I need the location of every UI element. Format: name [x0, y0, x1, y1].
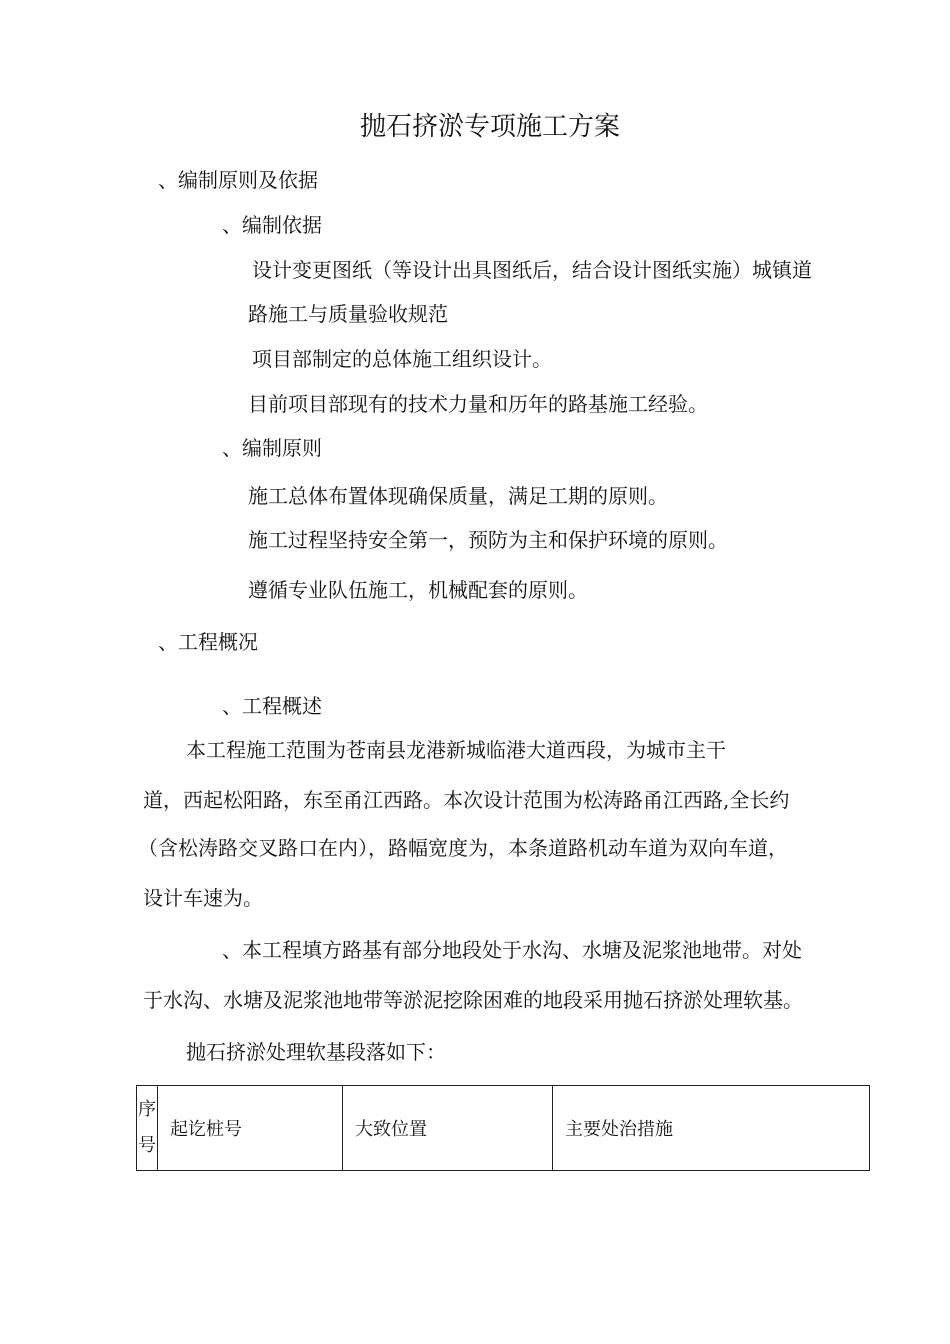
paragraph-line: 路施工与质量验收规范	[248, 302, 448, 326]
paragraph-line: 施工总体布置体现确保质量，满足工期的原则。	[248, 484, 668, 508]
paragraph-line: 设计变更图纸（等设计出具图纸后，结合设计图纸实施）城镇道	[252, 258, 812, 282]
paragraph-line: 本工程施工范围为苍南县龙港新城临港大道西段，为城市主干	[186, 738, 726, 762]
paragraph-line: 抛石挤淤处理软基段落如下：	[186, 1040, 446, 1064]
paragraph-line: 设计车速为。	[143, 886, 263, 910]
paragraph-line: （含松涛路交叉路口在内），路幅宽度为，本条道路机动车道为双向车道，	[138, 836, 788, 860]
table-header-cell: 主要处治措施	[553, 1086, 870, 1171]
table-header-cell: 起讫桩号	[158, 1086, 343, 1171]
section-heading: 、编制原则及依据	[158, 168, 318, 192]
segment-table	[136, 1085, 870, 1171]
paragraph-line: 目前项目部现有的技术力量和历年的路基施工经验。	[248, 392, 708, 416]
table-header-cell: 序号	[137, 1086, 158, 1171]
subsection-heading: 、工程概述	[222, 694, 322, 718]
paragraph-line: 、本工程填方路基有部分地段处于水沟、水塘及泥浆池地带。对处	[222, 938, 802, 962]
subsection-heading: 、编制原则	[222, 436, 322, 460]
subsection-heading: 、编制依据	[222, 213, 322, 237]
table-header-cell: 大致位置	[343, 1086, 553, 1171]
paragraph-line: 于水沟、水塘及泥浆池地带等淤泥挖除困难的地段采用抛石挤淤处理软基。	[143, 988, 803, 1012]
section-heading: 、工程概况	[158, 630, 258, 654]
document-title: 抛石挤淤专项施工方案	[360, 112, 621, 142]
paragraph-line: 施工过程坚持安全第一，预防为主和保护环境的原则。	[248, 528, 728, 552]
paragraph-line: 项目部制定的总体施工组织设计。	[252, 347, 552, 371]
table-header-row	[137, 1086, 870, 1171]
paragraph-line: 道，西起松阳路，东至甬江西路。本次设计范围为松涛路甬江西路,全长约	[143, 788, 790, 812]
paragraph-line: 遵循专业队伍施工，机械配套的原则。	[248, 578, 588, 602]
